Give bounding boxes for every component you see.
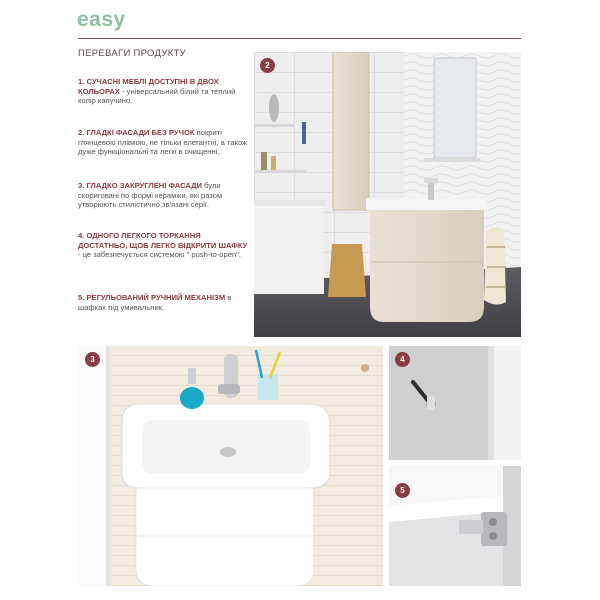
feature-heading: 3. ГЛАДКО ЗАКРУГЛЕНІ ФАСАДИ xyxy=(78,181,203,190)
photo-badge: 2 xyxy=(260,58,275,73)
feature-body: були скориговані по формі кераміки, які разом утворюють стилістично зв'язані серії. xyxy=(78,181,223,210)
section-title: ПЕРЕВАГИ ПРОДУКТУ xyxy=(78,48,186,59)
feature-body: - це забезпечується системою " push-to-open". xyxy=(78,250,241,260)
feature-heading: 4. ОДНОГО ЛЕГКОГО ТОРКАННЯ ДОСТАТНЬО, ЩОБ ЛЕГКО ВІДКРИТИ ШАФКУ xyxy=(78,231,248,250)
feature-item-1 xyxy=(78,77,248,106)
feature-body: - універсальний білий та теплий колір капучино. xyxy=(78,86,236,106)
feature-item-5 xyxy=(78,293,248,312)
feature-heading: 5. РЕГУЛЬОВАНИЙ РУЧНИЙ МЕХАНІЗМ xyxy=(78,293,226,302)
bathroom-interior-photo xyxy=(254,52,521,337)
feature-body: в шафках під умивальник. xyxy=(78,293,232,312)
feature-item-4 xyxy=(78,231,248,260)
feature-item-2 xyxy=(78,128,248,157)
feature-item-3 xyxy=(78,181,248,210)
feature-heading: 2. ГЛАДКІ ФАСАДИ БЕЗ РУЧОК xyxy=(78,128,195,137)
photo-badge: 4 xyxy=(395,352,410,367)
photo-badge: 3 xyxy=(85,352,100,367)
adjustable-hinge-photo xyxy=(389,466,521,586)
feature-heading: 1. СУЧАСНІ МЕБЛІ ДОСТУПНІ В ДВОХ КОЛЬОРАХ xyxy=(78,77,219,96)
feature-body: покриті глянцевою плівкою, не тільки елегантні, а також дуже функціональні та легкі в очищенні. xyxy=(78,128,248,157)
photo-badge: 5 xyxy=(395,483,410,498)
washbasin-closeup-photo xyxy=(78,346,383,586)
header-divider xyxy=(78,38,521,39)
brand-logo: easy xyxy=(77,8,126,31)
